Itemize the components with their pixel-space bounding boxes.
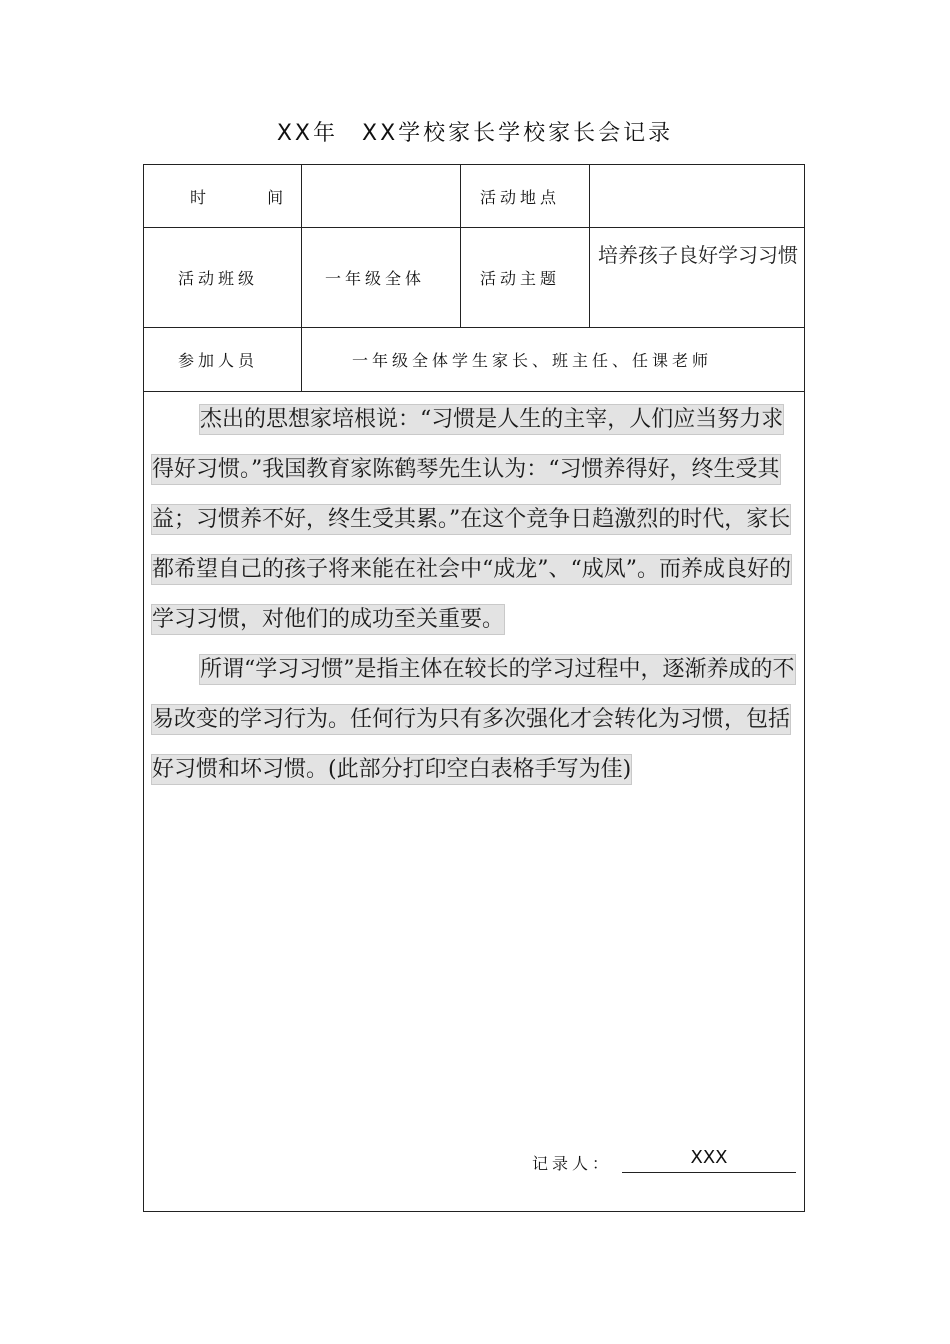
paragraph-2-text: 所谓“学习习惯”是指主体在较长的学习过程中，逐渐养成的不易改变的学习行为。任何行为只有多次强化才会转化为习惯，包括好习惯和坏习惯。(此部分打印空白表格手写为佳): [152, 657, 795, 782]
meeting-content: [152, 395, 800, 795]
participants-value[interactable]: 一年级全体学生家长、班主任、任课老师: [352, 351, 713, 370]
paragraph-1-text: 杰出的思想家培根说：“习惯是人生的主宰，人们应当努力求得好习惯。”我国教育家陈鹤琴先生认为：“习惯养得好，终生受其益；习惯养不好，终生受其累。”在这个竞争日趋激烈的时代，家长都希望自己的孩子将来能在社会中“成龙”、“成凤”。而养成良好的学习习惯，对他们的成功至关重要。: [152, 407, 791, 632]
class-label: 活动班级: [178, 269, 259, 288]
recorder-label: 记录人：: [532, 1154, 613, 1173]
column-divider: [460, 165, 461, 327]
class-value[interactable]: 一年级全体: [325, 269, 426, 288]
column-divider: [589, 165, 590, 327]
title-year: XX年: [276, 121, 338, 146]
page-title: [0, 116, 950, 147]
theme-value[interactable]: 培养孩子良好学习习惯: [598, 243, 798, 267]
title-school-record: XX学校家长学校家长会记录: [362, 121, 674, 146]
time-label: 时 间: [190, 188, 312, 207]
row-divider: [144, 391, 804, 392]
participants-label: 参加人员: [178, 351, 259, 370]
recorder-name[interactable]: XXX: [622, 1147, 796, 1173]
record-table: [143, 164, 805, 1212]
theme-label: 活动主题: [480, 269, 561, 288]
row-divider: [144, 327, 804, 328]
content-paragraph-2: [152, 645, 800, 795]
content-paragraph-1: [152, 395, 800, 645]
location-label: 活动地点: [480, 188, 561, 207]
